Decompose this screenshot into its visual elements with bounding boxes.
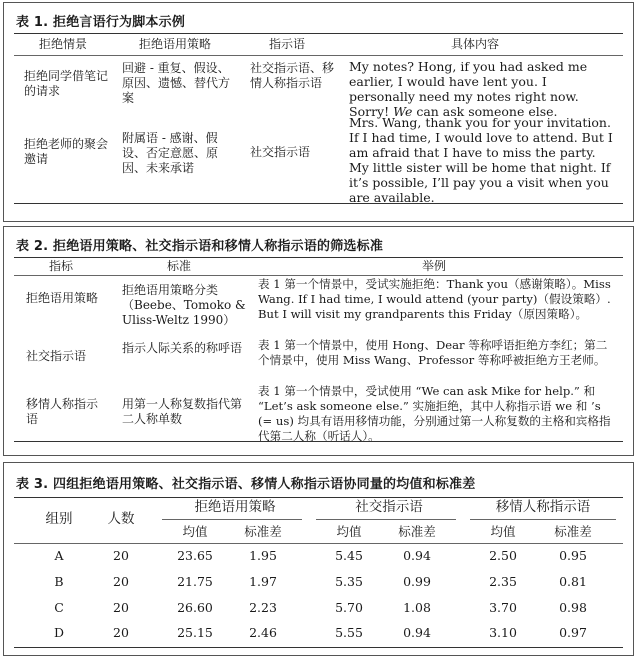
table-2-row-3-criterion: 用第一人称复数指代第二人称单数 [122,397,243,426]
table-3-row-b-empathy-sd: 0.81 [559,574,587,589]
table-3-sub-sd: 标准差 [554,524,592,539]
table-3-header-count: 人数 [107,511,135,527]
table-3-row-c-n: 20 [113,600,129,615]
table-3-header-group: 组别 [45,511,73,527]
table-2-top-rule [14,257,623,258]
table-3-header-strategy: 拒绝语用策略 [194,499,276,515]
table-3-row-b-strategy-mean: 21.75 [177,574,213,589]
table-1-header-scene: 拒绝情景 [38,37,87,51]
table-1-title: 表 1. 拒绝言语行为脚本示例 [16,15,186,30]
table-1-header-content: 具体内容 [450,37,499,51]
table-2-header-example: 举例 [421,259,446,273]
table-2-header-indicator: 指标 [48,259,73,273]
table-2-row-1-criterion: 拒绝语用策略分类（Beebe、Tomoko & Uliss-Weltz 1990） [122,283,246,327]
table-2-row-1-indicator: 拒绝语用策略 [26,291,99,305]
table-3-sub-sd: 标准差 [398,524,436,539]
table-3-row-a-social-mean: 5.45 [335,548,363,563]
table-3-row-c-social-sd: 1.08 [403,600,431,615]
table-1-panel [3,2,634,222]
table-3-panel [3,462,634,656]
table-1-row-2-deixis: 社交指示语 [250,145,311,159]
table-3-row-b-empathy-mean: 2.35 [489,574,517,589]
table-2-title: 表 2. 拒绝语用策略、社交指示语和移情人称指示语的筛选标准 [16,239,384,254]
table-2-panel [3,226,634,456]
content-emphasis: We [393,104,413,119]
table-3-row-c-strategy-sd: 2.23 [249,600,277,615]
table-3-row-b-social-sd: 0.99 [403,574,431,589]
table-3-subheader-rule [470,519,616,520]
table-2-header-criterion: 标准 [166,259,191,273]
table-1-row-2-scene: 拒绝老师的聚会邀请 [24,137,109,166]
table-3-title: 表 3. 四组拒绝语用策略、社交指示语、移情人称指示语协同量的均值和标准差 [16,477,476,492]
table-2-bottom-rule [14,441,623,442]
table-3-row-d-social-sd: 0.94 [403,625,431,640]
table-3-row-b-social-mean: 5.35 [335,574,363,589]
table-3-row-d-strategy-mean: 25.15 [177,625,213,640]
table-3-sub-sd: 标准差 [244,524,282,539]
table-3-row-d-n: 20 [113,625,129,640]
table-2-row-2-indicator: 社交指示语 [26,349,87,363]
table-2-header-rule [14,275,623,276]
table-3-row-d-group: D [53,625,65,640]
table-1-row-1-scene: 拒绝同学借笔记的请求 [24,69,109,98]
table-2-row-3-indicator: 移情人称指示语 [26,397,99,426]
table-3-top-rule [14,497,623,498]
table-3-row-b-group: B [54,574,64,589]
table-3-sub-mean: 均值 [182,524,208,539]
table-1-row-2-strategy: 附属语 - 感谢、假设、否定意愿、原因、未来承诺 [122,131,219,175]
table-3-row-c-empathy-sd: 0.98 [559,600,587,615]
table-3-row-c-social-mean: 5.70 [335,600,363,615]
table-2-row-3-example: 表 1 第一个情景中，受试使用 “We can ask Mike for help.” 和 “Let’s ask someone else.” 实施拒绝，其中人称指示语 we 和 ’s (= us) 均具有语用移情功能，分别通过第一人称复数的主格和宾格指代第二人称（听话人）。 [258,384,611,443]
table-2-row-2-criterion: 指示人际关系的称呼语 [122,341,243,355]
table-1-top-rule [14,33,623,34]
table-3-row-c-empathy-mean: 3.70 [489,600,517,615]
table-3-subheader-rule [162,519,302,520]
table-3-subheader-rule [316,519,456,520]
table-3-header-rule [14,543,623,544]
table-3-sub-mean: 均值 [336,524,362,539]
table-3-row-d-empathy-mean: 3.10 [489,625,517,640]
content-text: My notes? Hong, if you had asked me earlier, I would have lent you. I personally need my notes right now. Sorry! [349,59,588,119]
table-3-row-d-empathy-sd: 0.97 [559,625,587,640]
table-1-row-2-content: Mrs. Wang, thank you for your invitation. If I had time, I would love to attend. But I am afraid that I have to miss the party. My little sister will be home that night. If it’s possible, I’ll pay you a visit when you are available. [349,115,613,205]
table-3-row-a-empathy-mean: 2.50 [489,548,517,563]
table-1-row-1-deixis: 社交指示语、移情人称指示语 [250,61,335,90]
table-3-row-d-social-mean: 5.55 [335,625,363,640]
table-3-row-a-empathy-sd: 0.95 [559,548,587,563]
table-3-row-a-social-sd: 0.94 [403,548,431,563]
table-3-row-a-strategy-mean: 23.65 [177,548,213,563]
content-text: can ask someone else. [412,104,558,119]
table-1-row-1-content [349,59,615,119]
table-3-row-b-strategy-sd: 1.97 [249,574,277,589]
table-1-header-strategy: 拒绝语用策略 [138,37,211,51]
table-1-header-rule [14,55,623,56]
table-2-row-1-example: 表 1 第一个情景中，受试实施拒绝：Thank you（感谢策略）。Miss Wang. If I had time, I would attend (your party)（假设策略）. But I will visit my grandparents this Friday（原因策略）。 [258,277,611,321]
table-3-sub-mean: 均值 [490,524,516,539]
table-3-header-empathy: 移情人称指示语 [495,499,591,515]
table-3-row-a-strategy-sd: 1.95 [249,548,277,563]
table-3-row-b-n: 20 [113,574,129,589]
table-3-bottom-rule [14,647,623,648]
table-3-row-a-n: 20 [113,548,129,563]
table-3-row-a-group: A [54,548,64,563]
table-2-row-2-example: 表 1 第一个情景中，使用 Hong、Dear 等称呼语拒绝方李红；第二个情景中，使用 Miss Wang、Professor 等称呼被拒绝方王老师。 [258,338,608,367]
table-3-row-c-strategy-mean: 26.60 [177,600,213,615]
table-3-header-social: 社交指示语 [355,499,423,515]
table-3-row-c-group: C [54,600,64,615]
table-1-header-deixis: 指示语 [268,37,305,51]
table-1-bottom-rule [14,203,623,204]
table-3-row-d-strategy-sd: 2.46 [249,625,277,640]
table-1-row-1-strategy: 回避 - 重复、假设、原因、遗憾、替代方案 [122,61,231,105]
